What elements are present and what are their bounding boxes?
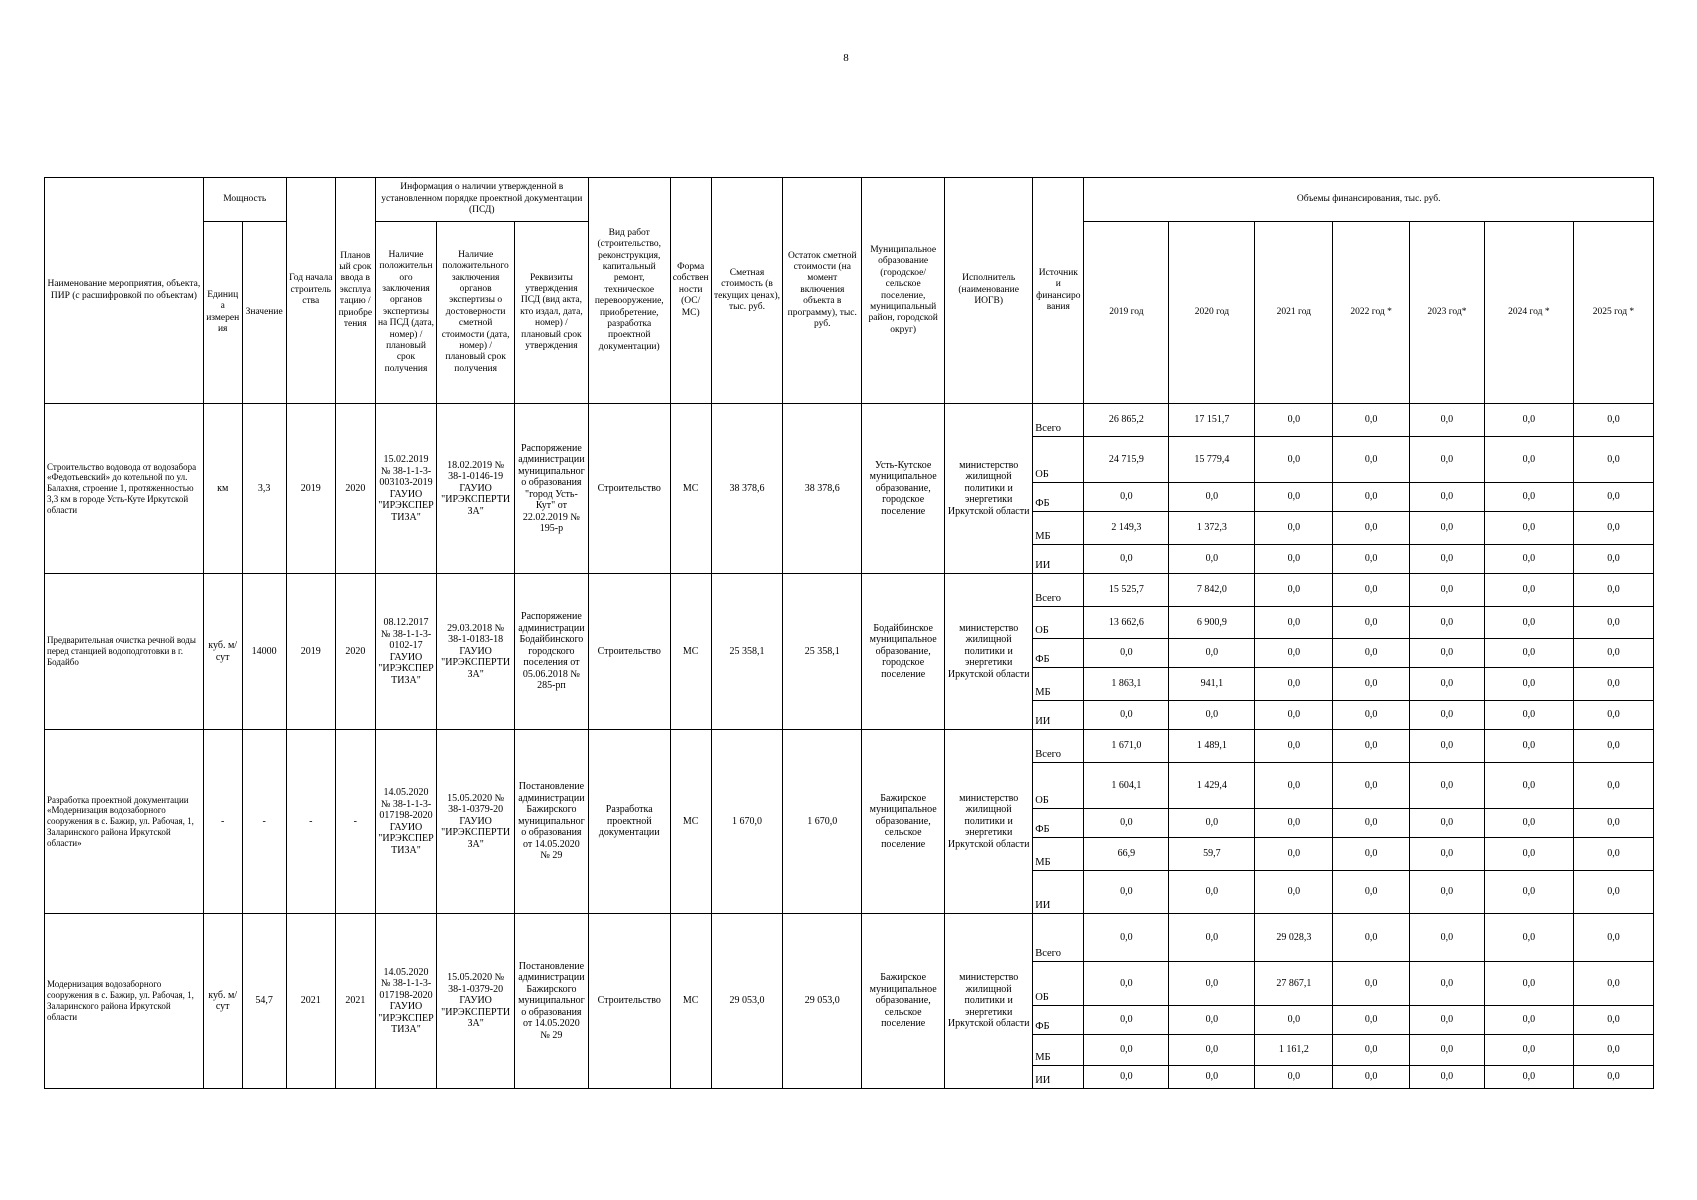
funding-value: 6 900,9 <box>1169 607 1255 639</box>
start-year: 2019 <box>286 574 335 730</box>
funding-value: 0,0 <box>1333 962 1410 1006</box>
funding-source: Всего <box>1033 574 1084 607</box>
funding-value: 27 867,1 <box>1255 962 1333 1006</box>
funding-value: 0,0 <box>1255 1006 1333 1035</box>
funding-value: 0,0 <box>1084 1035 1169 1066</box>
funding-value: 13 662,6 <box>1084 607 1169 639</box>
funding-value: 0,0 <box>1484 404 1573 437</box>
psd-cost-expertise: 15.05.2020 № 38-1-0379-20 ГАУИО "ИРЭКСПЕРТИЗА" <box>437 730 515 914</box>
funding-source: ФБ <box>1033 1006 1084 1035</box>
funding-value: 0,0 <box>1255 639 1333 668</box>
funding-value: 0,0 <box>1484 809 1573 838</box>
funding-value: 0,0 <box>1333 1006 1410 1035</box>
funding-source: ОБ <box>1033 763 1084 809</box>
funding-value: 0,0 <box>1484 545 1573 574</box>
psd-expertise: 08.12.2017 № 38-1-1-3-0102-17 ГАУИО "ИРЭКСПЕРТИЗА" <box>375 574 436 730</box>
header-year-2025: 2025 год * <box>1573 222 1653 404</box>
funding-value: 941,1 <box>1169 668 1255 701</box>
funding-value: 0,0 <box>1255 871 1333 914</box>
header-year-2021: 2021 год <box>1255 222 1333 404</box>
funding-value: 15 525,7 <box>1084 574 1169 607</box>
object-name: Модернизация водозаборного сооружения в с. Бажир, ул. Рабочая, 1, Заларинского района Иркутской области <box>45 914 204 1089</box>
funding-value: 0,0 <box>1573 1035 1653 1066</box>
funding-value: 0,0 <box>1410 574 1485 607</box>
funding-source: ИИ <box>1033 545 1084 574</box>
header-psd-group: Информация о наличии утвержденной в установленном порядке проектной документации (ПСД) <box>375 178 588 222</box>
header-ownership: Форма собственности (ОС/МС) <box>670 178 711 404</box>
funding-value: 0,0 <box>1484 730 1573 763</box>
funding-value: 0,0 <box>1410 962 1485 1006</box>
funding-value: 0,0 <box>1255 404 1333 437</box>
header-start-year: Год начала строительства <box>286 178 335 404</box>
commission: 2021 <box>335 914 375 1089</box>
funding-value: 0,0 <box>1484 838 1573 871</box>
funding-value: 0,0 <box>1573 437 1653 483</box>
header-remaining-cost: Остаток сметной стоимости (на момент включения объекта в программу), тыс. руб. <box>783 178 862 404</box>
funding-value: 0,0 <box>1333 574 1410 607</box>
funding-value: 0,0 <box>1255 1066 1333 1089</box>
funding-value: 0,0 <box>1573 404 1653 437</box>
work-type: Строительство <box>588 574 670 730</box>
funding-value: 0,0 <box>1333 545 1410 574</box>
object-name: Строительство водовода от водозабора «Федотьевский» до котельной по ул. Балахня, строение 1, протяженностью 3,3 км в городе Усть-Куте Иркутской области <box>45 404 204 574</box>
funding-value: 0,0 <box>1333 914 1410 962</box>
funding-value: 0,0 <box>1484 1066 1573 1089</box>
funding-value: 0,0 <box>1084 1006 1169 1035</box>
funding-value: 7 842,0 <box>1169 574 1255 607</box>
funding-source: ФБ <box>1033 483 1084 512</box>
header-commission: Плановый срок ввода в эксплуатацию / приобретения <box>335 178 375 404</box>
funding-value: 0,0 <box>1410 838 1485 871</box>
funding-value: 0,0 <box>1084 545 1169 574</box>
municipality: Бажирское муниципальное образование, сельское поселение <box>862 730 945 914</box>
funding-value: 0,0 <box>1573 914 1653 962</box>
municipality: Усть-Кутское муниципальное образование, городское поселение <box>862 404 945 574</box>
funding-source: ОБ <box>1033 437 1084 483</box>
header-funding-group: Объемы финансирования, тыс. руб. <box>1084 178 1654 222</box>
funding-value: 0,0 <box>1484 914 1573 962</box>
funding-value: 66,9 <box>1084 838 1169 871</box>
funding-value: 0,0 <box>1573 607 1653 639</box>
psd-approval: Распоряжение администрации муниципального образования "город Усть-Кут" от 22.02.2019 № 195-р <box>515 404 589 574</box>
funding-source: ОБ <box>1033 962 1084 1006</box>
commission: 2020 <box>335 574 375 730</box>
funding-value: 29 028,3 <box>1255 914 1333 962</box>
header-executor: Исполнитель (наименование ИОГВ) <box>945 178 1033 404</box>
funding-value: 0,0 <box>1573 545 1653 574</box>
header-year-2022: 2022 год * <box>1333 222 1410 404</box>
page-number: 8 <box>843 52 849 64</box>
header-name: Наименование мероприятия, объекта, ПИР (с расшифровкой по объектам) <box>45 178 204 404</box>
funding-source: Всего <box>1033 730 1084 763</box>
table-row <box>45 404 1654 437</box>
funding-value: 0,0 <box>1333 404 1410 437</box>
funding-value: 0,0 <box>1169 1006 1255 1035</box>
funding-value: 0,0 <box>1255 668 1333 701</box>
header-year-2020: 2020 год <box>1169 222 1255 404</box>
funding-value: 0,0 <box>1573 1066 1653 1089</box>
funding-value: 0,0 <box>1410 512 1485 545</box>
funding-value: 0,0 <box>1169 545 1255 574</box>
funding-value: 0,0 <box>1084 639 1169 668</box>
funding-value: 2 149,3 <box>1084 512 1169 545</box>
funding-value: 0,0 <box>1169 701 1255 730</box>
funding-source: МБ <box>1033 838 1084 871</box>
unit: - <box>203 730 242 914</box>
funding-value: 0,0 <box>1410 1066 1485 1089</box>
funding-value: 1 372,3 <box>1169 512 1255 545</box>
start-year: - <box>286 730 335 914</box>
funding-value: 0,0 <box>1255 607 1333 639</box>
funding-value: 0,0 <box>1410 763 1485 809</box>
psd-approval: Постановление администрации Бажирского муниципального образования от 14.05.2020 № 29 <box>515 914 589 1089</box>
psd-expertise: 14.05.2020 № 38-1-1-3-017198-2020 ГАУИО "ИРЭКСПЕРТИЗА" <box>375 914 436 1089</box>
funding-source: МБ <box>1033 1035 1084 1066</box>
work-type: Строительство <box>588 404 670 574</box>
remaining-cost: 1 670,0 <box>783 730 862 914</box>
funding-value: 0,0 <box>1169 639 1255 668</box>
funding-value: 0,0 <box>1573 871 1653 914</box>
funding-value: 17 151,7 <box>1169 404 1255 437</box>
funding-value: 0,0 <box>1255 574 1333 607</box>
funding-source: Всего <box>1033 914 1084 962</box>
funding-value: 0,0 <box>1573 512 1653 545</box>
funding-value: 0,0 <box>1573 809 1653 838</box>
remaining-cost: 38 378,6 <box>783 404 862 574</box>
funding-source: Всего <box>1033 404 1084 437</box>
funding-value: 0,0 <box>1410 914 1485 962</box>
funding-value: 0,0 <box>1484 962 1573 1006</box>
funding-value: 0,0 <box>1484 668 1573 701</box>
funding-value: 0,0 <box>1169 914 1255 962</box>
psd-cost-expertise: 15.05.2020 № 38-1-0379-20 ГАУИО "ИРЭКСПЕРТИЗА" <box>437 914 515 1089</box>
funding-value: 0,0 <box>1484 1006 1573 1035</box>
funding-value: 1 161,2 <box>1255 1035 1333 1066</box>
executor: министерство жилищной политики и энергетики Иркутской области <box>945 574 1033 730</box>
funding-source: ИИ <box>1033 701 1084 730</box>
funding-source: ИИ <box>1033 871 1084 914</box>
funding-value: 0,0 <box>1084 914 1169 962</box>
header-psd-approval: Реквизиты утверждения ПСД (вид акта, кто издал, дата, номер) / плановый срок утверждения <box>515 222 589 404</box>
table-row <box>45 574 1654 607</box>
funding-value: 0,0 <box>1333 639 1410 668</box>
funding-value: 0,0 <box>1169 809 1255 838</box>
funding-value: 0,0 <box>1410 404 1485 437</box>
funding-value: 0,0 <box>1410 1006 1485 1035</box>
funding-value: 0,0 <box>1484 574 1573 607</box>
funding-value: 0,0 <box>1255 730 1333 763</box>
psd-approval: Распоряжение администрации Бодайбинского городского поселения от 05.06.2018 № 285-рп <box>515 574 589 730</box>
funding-value: 0,0 <box>1410 437 1485 483</box>
funding-value: 0,0 <box>1333 1035 1410 1066</box>
funding-value: 0,0 <box>1255 763 1333 809</box>
unit: км <box>203 404 242 574</box>
table-row <box>45 914 1654 962</box>
object-name: Предварительная очистка речной воды перед станцией водоподготовки в г. Бодайбо <box>45 574 204 730</box>
ownership: МС <box>670 730 711 914</box>
funding-value: 0,0 <box>1084 701 1169 730</box>
funding-value: 0,0 <box>1169 962 1255 1006</box>
funding-value: 26 865,2 <box>1084 404 1169 437</box>
funding-value: 0,0 <box>1169 1066 1255 1089</box>
funding-value: 0,0 <box>1410 809 1485 838</box>
funding-value: 0,0 <box>1255 437 1333 483</box>
municipality: Бажирское муниципальное образование, сельское поселение <box>862 914 945 1089</box>
funding-value: 0,0 <box>1333 668 1410 701</box>
funding-value: 0,0 <box>1573 962 1653 1006</box>
estimated-cost: 38 378,6 <box>711 404 783 574</box>
funding-value: 0,0 <box>1410 701 1485 730</box>
estimated-cost: 29 053,0 <box>711 914 783 1089</box>
funding-source: ОБ <box>1033 607 1084 639</box>
municipality: Бодайбинское муниципальное образование, городское поселение <box>862 574 945 730</box>
funding-value: 0,0 <box>1333 871 1410 914</box>
funding-value: 0,0 <box>1410 668 1485 701</box>
psd-expertise: 14.05.2020 № 38-1-1-3-017198-2020 ГАУИО "ИРЭКСПЕРТИЗА" <box>375 730 436 914</box>
value: 14000 <box>242 574 286 730</box>
funding-value: 0,0 <box>1333 607 1410 639</box>
header-year-2023: 2023 год* <box>1410 222 1485 404</box>
funding-value: 0,0 <box>1169 1035 1255 1066</box>
funding-source: ИИ <box>1033 1066 1084 1089</box>
object-name: Разработка проектной документации «Модернизация водозаборного сооружения в с. Бажир, ул. Рабочая, 1, Заларинского района Иркутской области» <box>45 730 204 914</box>
funding-source: ФБ <box>1033 809 1084 838</box>
ownership: МС <box>670 914 711 1089</box>
financing-table <box>44 177 1654 1089</box>
funding-value: 0,0 <box>1573 1006 1653 1035</box>
funding-value: 15 779,4 <box>1169 437 1255 483</box>
funding-value: 0,0 <box>1333 1066 1410 1089</box>
header-municipality: Муниципальное образование (городское/сельское поселение, муниципальный район, городской округ) <box>862 178 945 404</box>
executor: министерство жилищной политики и энергетики Иркутской области <box>945 730 1033 914</box>
funding-value: 0,0 <box>1484 639 1573 668</box>
executor: министерство жилищной политики и энергетики Иркутской области <box>945 404 1033 574</box>
start-year: 2021 <box>286 914 335 1089</box>
value: - <box>242 730 286 914</box>
funding-value: 0,0 <box>1255 701 1333 730</box>
header-psd-cost-expertise: Наличие положительного заключения органов экспертизы о достоверности сметной стоимости (дата, номер) / плановый срок получения <box>437 222 515 404</box>
funding-value: 0,0 <box>1084 483 1169 512</box>
work-type: Строительство <box>588 914 670 1089</box>
header-capacity: Мощность <box>203 178 286 222</box>
funding-value: 0,0 <box>1333 437 1410 483</box>
value: 3,3 <box>242 404 286 574</box>
table-row <box>45 730 1654 763</box>
unit: куб. м/сут <box>203 914 242 1089</box>
funding-value: 0,0 <box>1255 809 1333 838</box>
funding-value: 0,0 <box>1255 483 1333 512</box>
funding-value: 0,0 <box>1333 701 1410 730</box>
funding-value: 0,0 <box>1484 701 1573 730</box>
executor: министерство жилищной политики и энергетики Иркутской области <box>945 914 1033 1089</box>
header-work-type: Вид работ (строительство, реконструкция, капитальный ремонт, техническое перевооружение, приобретение, разработка проектной документации) <box>588 178 670 404</box>
funding-value: 0,0 <box>1410 545 1485 574</box>
funding-value: 0,0 <box>1333 763 1410 809</box>
funding-value: 0,0 <box>1573 730 1653 763</box>
funding-value: 0,0 <box>1084 809 1169 838</box>
funding-value: 0,0 <box>1410 730 1485 763</box>
work-type: Разработка проектной документации <box>588 730 670 914</box>
funding-value: 0,0 <box>1084 962 1169 1006</box>
psd-expertise: 15.02.2019 № 38-1-1-3-003103-2019 ГАУИО "ИРЭКСПЕРТИЗА" <box>375 404 436 574</box>
funding-value: 0,0 <box>1573 838 1653 871</box>
header-estimated-cost: Сметная стоимость (в текущих ценах), тыс. руб. <box>711 178 783 404</box>
value: 54,7 <box>242 914 286 1089</box>
header-psd-expertise: Наличие положительного заключения органов экспертизы на ПСД (дата, номер) / плановый срок получения <box>375 222 436 404</box>
ownership: МС <box>670 404 711 574</box>
funding-value: 0,0 <box>1169 483 1255 512</box>
funding-source: МБ <box>1033 512 1084 545</box>
funding-value: 0,0 <box>1410 639 1485 668</box>
funding-value: 0,0 <box>1484 512 1573 545</box>
header-year-2019: 2019 год <box>1084 222 1169 404</box>
funding-source: ФБ <box>1033 639 1084 668</box>
funding-value: 0,0 <box>1410 871 1485 914</box>
funding-value: 0,0 <box>1333 809 1410 838</box>
header-value: Значение <box>242 222 286 404</box>
funding-value: 1 489,1 <box>1169 730 1255 763</box>
funding-value: 0,0 <box>1169 871 1255 914</box>
remaining-cost: 25 358,1 <box>783 574 862 730</box>
funding-value: 0,0 <box>1333 483 1410 512</box>
funding-value: 0,0 <box>1333 730 1410 763</box>
psd-approval: Постановление администрации Бажирского муниципального образования от 14.05.2020 № 29 <box>515 730 589 914</box>
funding-value: 0,0 <box>1410 483 1485 512</box>
funding-value: 0,0 <box>1084 871 1169 914</box>
commission: - <box>335 730 375 914</box>
funding-value: 0,0 <box>1255 512 1333 545</box>
funding-value: 0,0 <box>1484 607 1573 639</box>
funding-value: 1 429,4 <box>1169 763 1255 809</box>
funding-value: 0,0 <box>1333 838 1410 871</box>
funding-value: 0,0 <box>1484 483 1573 512</box>
funding-value: 0,0 <box>1573 701 1653 730</box>
ownership: МС <box>670 574 711 730</box>
funding-value: 0,0 <box>1084 1066 1169 1089</box>
funding-source: МБ <box>1033 668 1084 701</box>
funding-value: 0,0 <box>1255 545 1333 574</box>
funding-value: 0,0 <box>1484 763 1573 809</box>
estimated-cost: 1 670,0 <box>711 730 783 914</box>
start-year: 2019 <box>286 404 335 574</box>
unit: куб. м/сут <box>203 574 242 730</box>
funding-value: 0,0 <box>1333 512 1410 545</box>
funding-value: 1 604,1 <box>1084 763 1169 809</box>
funding-value: 0,0 <box>1410 607 1485 639</box>
commission: 2020 <box>335 404 375 574</box>
funding-value: 0,0 <box>1255 838 1333 871</box>
funding-value: 1 671,0 <box>1084 730 1169 763</box>
funding-value: 0,0 <box>1410 1035 1485 1066</box>
funding-value: 0,0 <box>1573 668 1653 701</box>
header-source: Источник и финансирования <box>1033 178 1084 404</box>
funding-value: 0,0 <box>1484 437 1573 483</box>
funding-value: 0,0 <box>1484 871 1573 914</box>
funding-value: 24 715,9 <box>1084 437 1169 483</box>
funding-value: 0,0 <box>1573 639 1653 668</box>
header-unit: Единица измерения <box>203 222 242 404</box>
estimated-cost: 25 358,1 <box>711 574 783 730</box>
funding-value: 0,0 <box>1573 574 1653 607</box>
funding-value: 0,0 <box>1573 483 1653 512</box>
remaining-cost: 29 053,0 <box>783 914 862 1089</box>
funding-value: 1 863,1 <box>1084 668 1169 701</box>
psd-cost-expertise: 18.02.2019 № 38-1-0146-19 ГАУИО "ИРЭКСПЕРТИЗА" <box>437 404 515 574</box>
psd-cost-expertise: 29.03.2018 № 38-1-0183-18 ГАУИО "ИРЭКСПЕРТИЗА" <box>437 574 515 730</box>
funding-value: 0,0 <box>1573 763 1653 809</box>
funding-value: 0,0 <box>1484 1035 1573 1066</box>
header-year-2024: 2024 год * <box>1484 222 1573 404</box>
funding-value: 59,7 <box>1169 838 1255 871</box>
